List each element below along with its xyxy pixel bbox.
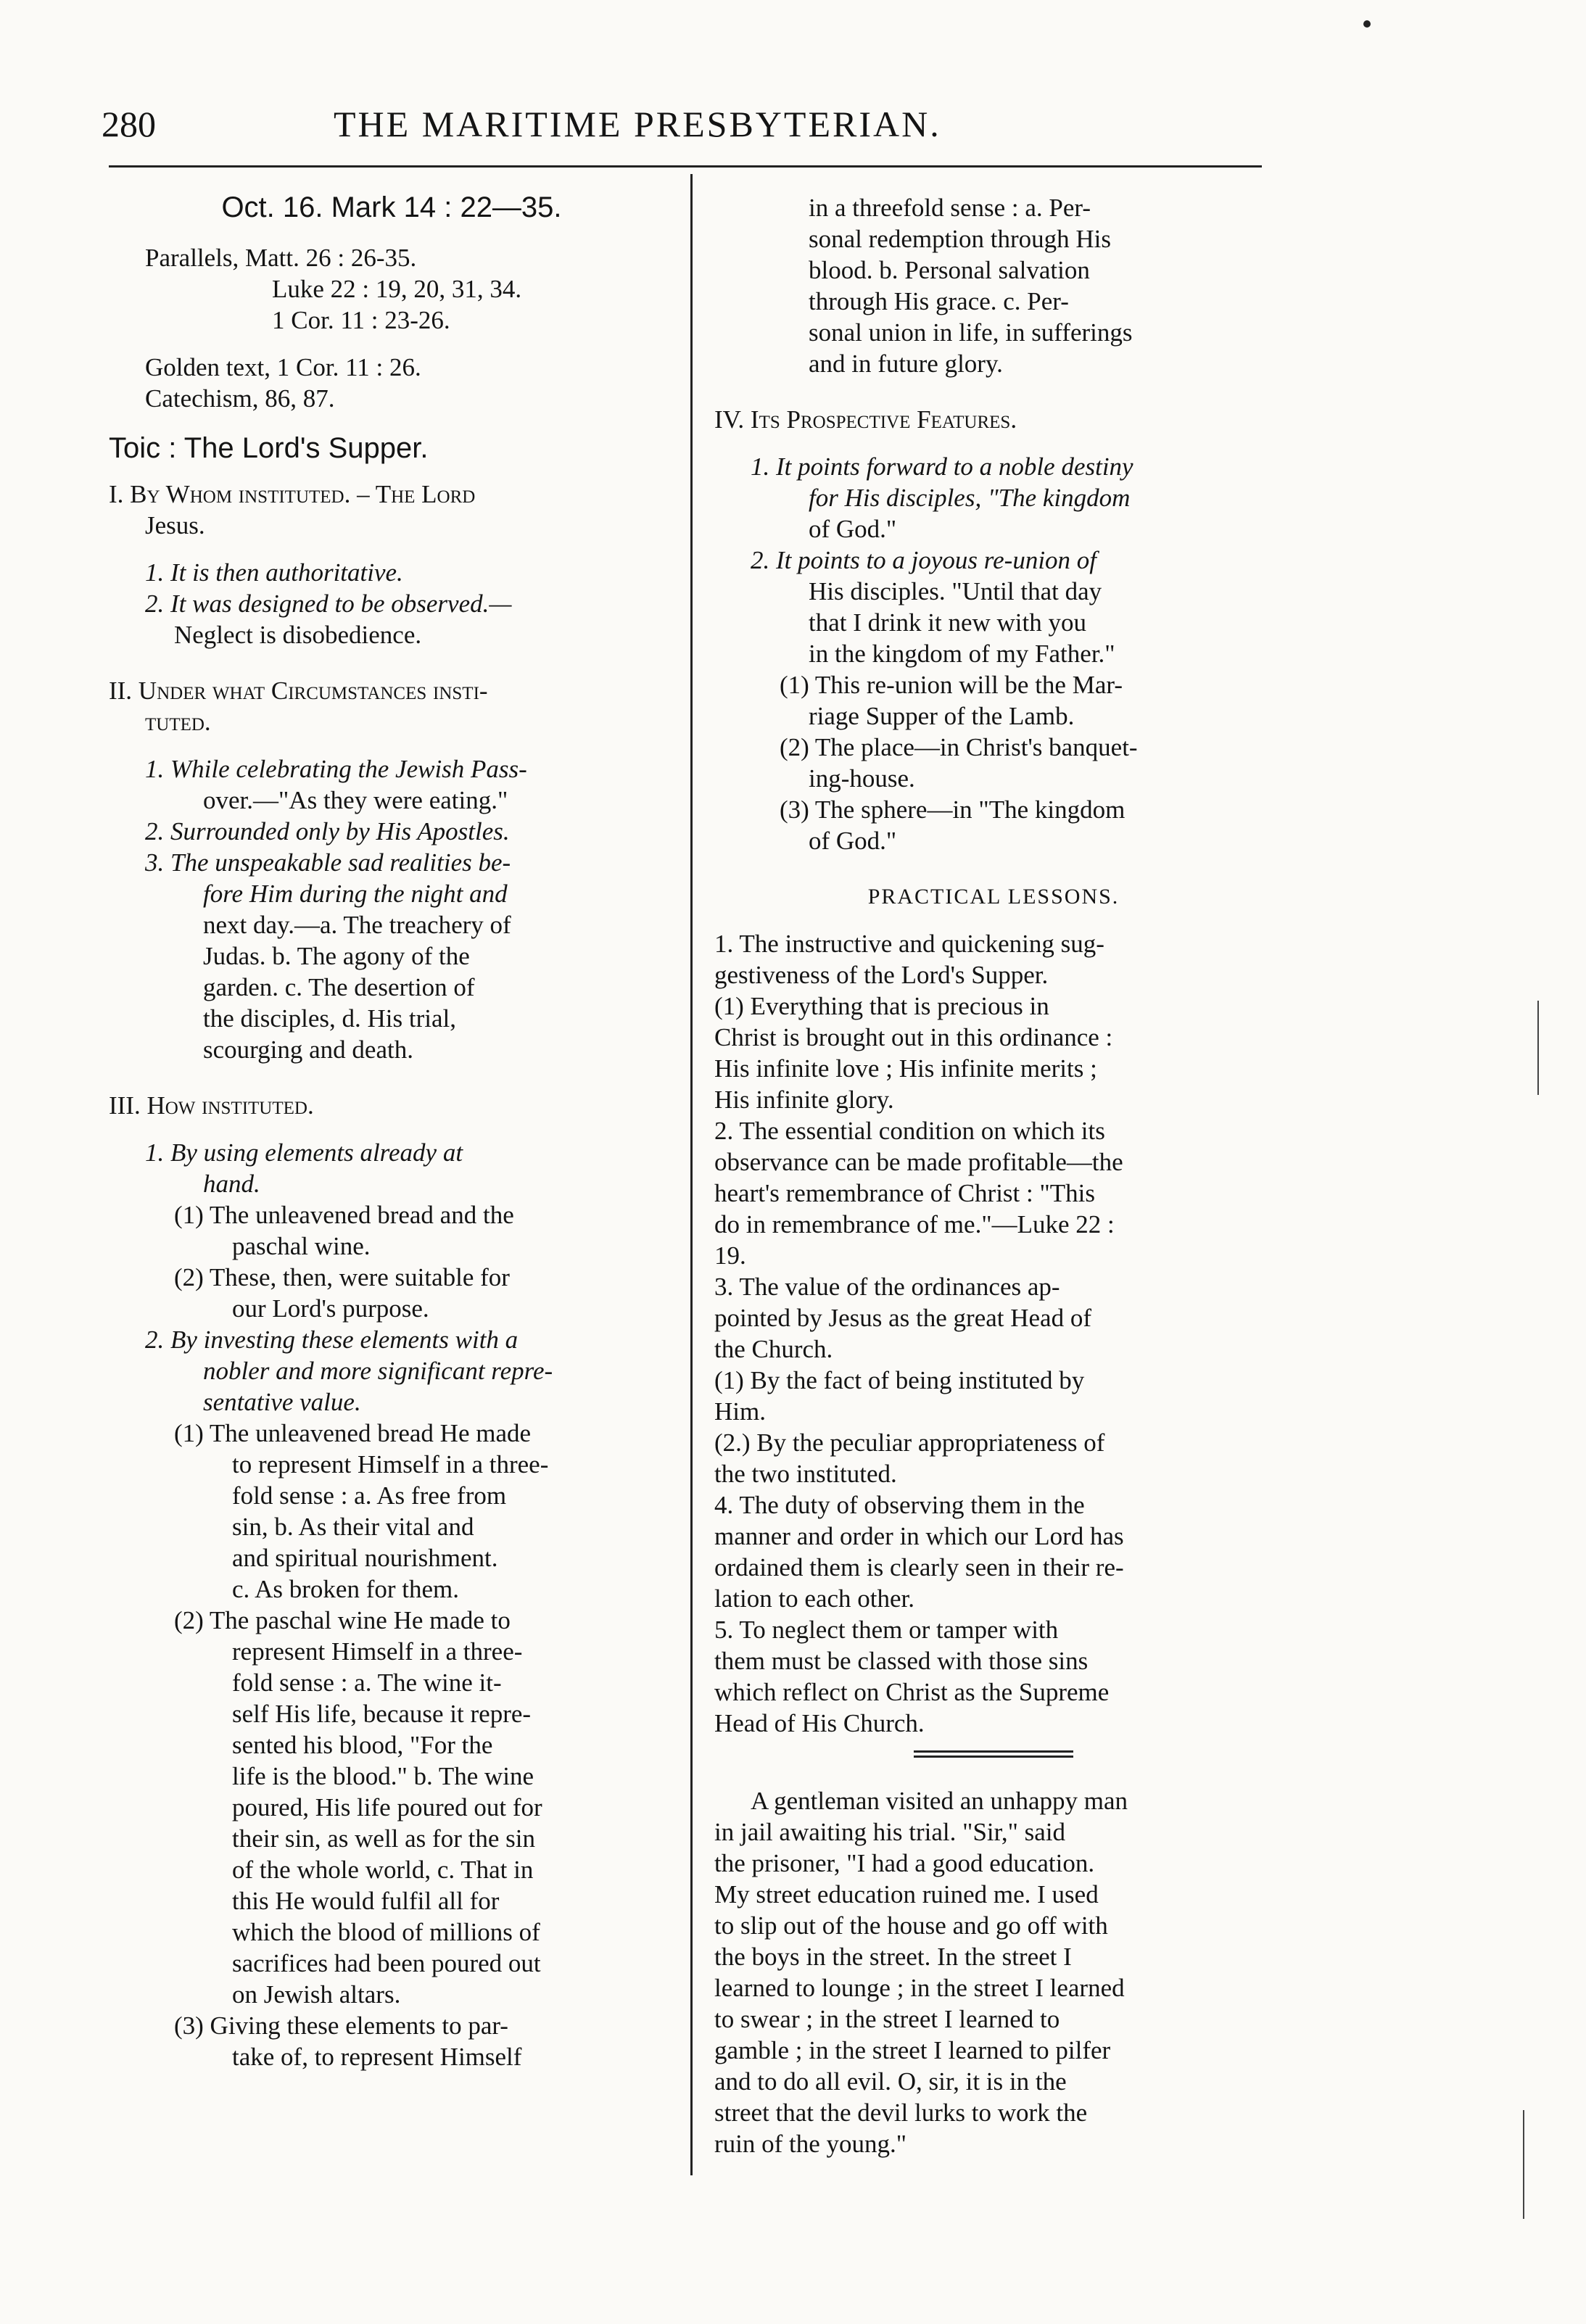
outline-item: our Lord's purpose. xyxy=(232,1294,429,1323)
outline-item: take of, to represent Himself xyxy=(232,2043,522,2071)
outline-item: this He would fulfil all for xyxy=(232,1887,500,1915)
parallels-line: Luke 22 : 19, 20, 31, 34. xyxy=(272,275,522,303)
outline-item: 2. It points to a joyous re-union of xyxy=(751,546,1097,574)
outline-item: the disciples, d. His trial, xyxy=(203,1004,456,1033)
outline-item: on Jewish altars. xyxy=(232,1980,401,2009)
lesson-line: 4. The duty of observing them in the xyxy=(714,1491,1085,1519)
golden-text: Golden text, 1 Cor. 11 : 26. xyxy=(145,353,421,381)
catechism: Catechism, 86, 87. xyxy=(145,384,335,413)
outline-item: 1. It is then authoritative. xyxy=(145,558,403,587)
publication-title: THE MARITIME PRESBYTERIAN. xyxy=(334,104,941,144)
header-rule xyxy=(109,165,1262,168)
outline-item: Judas. b. The agony of the xyxy=(203,942,470,970)
anecdote-line: to slip out of the house and go off with xyxy=(714,1911,1108,1940)
outline-item: (3) Giving these elements to par- xyxy=(174,2011,508,2040)
lesson-line: pointed by Jesus as the great Head of xyxy=(714,1304,1091,1332)
outline-item: and in future glory. xyxy=(809,350,1003,378)
outline-item: sented his blood, "For the xyxy=(232,1731,493,1759)
outline-item: sonal redemption through His xyxy=(809,225,1112,253)
anecdote-line: the boys in the street. In the street I xyxy=(714,1943,1072,1971)
page-number: 280 xyxy=(102,104,156,144)
anecdote-line: in jail awaiting his trial. "Sir," said xyxy=(714,1818,1066,1846)
outline-item: 1. While celebrating the Jewish Pass- xyxy=(145,755,527,783)
lesson-line: which reflect on Christ as the Supreme xyxy=(714,1678,1110,1706)
practical-lessons-heading: PRACTICAL LESSONS. xyxy=(867,885,1120,909)
ink-spot xyxy=(1363,20,1371,28)
outline-item: c. As broken for them. xyxy=(232,1575,459,1603)
lesson-line: gestiveness of the Lord's Supper. xyxy=(714,961,1049,989)
outline-item: in a threefold sense : a. Per- xyxy=(809,194,1091,222)
outline-item: and spiritual nourishment. xyxy=(232,1544,498,1572)
outline-item: of the whole world, c. That in xyxy=(232,1856,534,1884)
outline-item: their sin, as well as for the sin xyxy=(232,1824,535,1853)
parallels-line: 1 Cor. 11 : 23-26. xyxy=(272,306,450,334)
lesson-line: them must be classed with those sins xyxy=(714,1647,1089,1675)
margin-mark xyxy=(1537,1001,1539,1095)
outline-item: 3. The unspeakable sad realities be- xyxy=(145,848,511,877)
anecdote-line: learned to lounge ; in the street I learned xyxy=(714,1974,1125,2002)
lesson-line: 19. xyxy=(714,1241,746,1270)
outline-item: (2) These, then, were suitable for xyxy=(174,1263,510,1291)
outline-item: (1) The unleavened bread He made xyxy=(174,1419,532,1447)
lesson-line: Christ is brought out in this ordinance : xyxy=(714,1023,1113,1051)
outline-item: fold sense : a. As free from xyxy=(232,1481,507,1510)
lesson-line: His infinite glory. xyxy=(714,1086,894,1114)
section-heading: tuted. xyxy=(145,708,211,736)
lesson-line: heart's remembrance of Christ : "This xyxy=(714,1179,1096,1207)
section-heading: IV. Its Prospective Features. xyxy=(714,405,1017,434)
outline-item: 2. By investing these elements with a xyxy=(145,1326,519,1354)
outline-item: next day.—a. The treachery of xyxy=(203,911,511,939)
outline-item: sonal union in life, in sufferings xyxy=(809,318,1133,347)
lesson-topic: Toic : The Lord's Supper. xyxy=(109,432,429,464)
section-heading: II. Under what Circumstances insti- xyxy=(109,677,488,705)
outline-item: of God." xyxy=(809,515,897,543)
outline-item: (3) The sphere—in "The kingdom xyxy=(780,795,1126,824)
outline-item: 2. Surrounded only by His Apostles. xyxy=(145,817,510,845)
lesson-line: do in remembrance of me."—Luke 22 : xyxy=(714,1210,1115,1238)
lesson-line: manner and order in which our Lord has xyxy=(714,1522,1124,1550)
outline-item: fore Him during the night and xyxy=(203,880,508,908)
left-column xyxy=(109,192,674,2072)
outline-item: (2) The place—in Christ's banquet- xyxy=(780,733,1138,761)
outline-item: paschal wine. xyxy=(232,1232,371,1260)
lesson-line: 5. To neglect them or tamper with xyxy=(714,1616,1059,1644)
outline-item: represent Himself in a three- xyxy=(232,1637,523,1666)
outline-item: (1) The unleavened bread and the xyxy=(174,1201,514,1229)
lesson-line: the two instituted. xyxy=(714,1460,897,1488)
outline-item: riage Supper of the Lamb. xyxy=(809,702,1075,730)
section-heading: Jesus. xyxy=(145,511,205,539)
outline-item: sacrifices had been poured out xyxy=(232,1949,541,1977)
outline-item: 1. By using elements already at xyxy=(145,1138,463,1167)
outline-item: in the kingdom of my Father." xyxy=(809,640,1115,668)
page-header xyxy=(102,94,1276,160)
lesson-line: (1) By the fact of being instituted by xyxy=(714,1366,1085,1394)
lesson-line: lation to each other. xyxy=(714,1584,915,1613)
anecdote-line: My street education ruined me. I used xyxy=(714,1880,1099,1909)
lesson-line: 1. The instructive and quickening sug- xyxy=(714,930,1104,958)
outline-item: blood. b. Personal salvation xyxy=(809,256,1090,284)
outline-item: His disciples. "Until that day xyxy=(809,577,1102,605)
outline-item: over.—"As they were eating." xyxy=(203,786,508,814)
anecdote-line: ruin of the young." xyxy=(714,2130,907,2158)
outline-item: to represent Himself in a three- xyxy=(232,1450,549,1479)
outline-item: garden. c. The desertion of xyxy=(203,973,475,1001)
section-heading: III. How instituted. xyxy=(109,1091,314,1120)
right-column xyxy=(714,192,1273,2159)
outline-item: (2) The paschal wine He made to xyxy=(174,1606,511,1634)
outline-item: that I drink it new with you xyxy=(809,608,1087,637)
anecdote-line: to swear ; in the street I learned to xyxy=(714,2005,1060,2033)
outline-item: 1. It points forward to a noble destiny xyxy=(751,452,1133,481)
lesson-line: 2. The essential condition on which its xyxy=(714,1117,1105,1145)
lesson-line: Him. xyxy=(714,1397,766,1426)
outline-item: for His disciples, "The kingdom xyxy=(809,484,1131,512)
anecdote-line: street that the devil lurks to work the xyxy=(714,2098,1088,2127)
margin-mark xyxy=(1523,2110,1524,2219)
outline-item: scourging and death. xyxy=(203,1035,413,1064)
outline-item: ing-house. xyxy=(809,764,915,793)
anecdote-line: A gentleman visited an unhappy man xyxy=(751,1787,1128,1815)
outline-item: which the blood of millions of xyxy=(232,1918,540,1946)
lesson-line: His infinite love ; His infinite merits ; xyxy=(714,1054,1097,1083)
lesson-line: (1) Everything that is precious in xyxy=(714,992,1049,1020)
lesson-line: Head of His Church. xyxy=(714,1709,925,1737)
outline-item: Neglect is disobedience. xyxy=(174,621,422,649)
lesson-line: (2.) By the peculiar appropriateness of xyxy=(714,1428,1105,1457)
section-divider xyxy=(914,1750,1073,1758)
outline-item: through His grace. c. Per- xyxy=(809,287,1069,315)
parallels-line: Parallels, Matt. 26 : 26-35. xyxy=(145,244,417,272)
outline-item: (1) This re-union will be the Mar- xyxy=(780,671,1123,699)
section-heading: I. By Whom instituted. – The Lord xyxy=(109,480,476,508)
lesson-line: 3. The value of the ordinances ap- xyxy=(714,1273,1060,1301)
lesson-line: ordained them is clearly seen in their re- xyxy=(714,1553,1124,1581)
anecdote-line: and to do all evil. O, sir, it is in the xyxy=(714,2067,1067,2096)
lesson-line: observance can be made profitable—the xyxy=(714,1148,1123,1176)
outline-item: sentative value. xyxy=(203,1388,361,1416)
outline-item: nobler and more significant repre- xyxy=(203,1357,553,1385)
outline-item: hand. xyxy=(203,1170,260,1198)
column-divider xyxy=(690,174,693,2175)
outline-item: of God." xyxy=(809,827,897,855)
outline-item: 2. It was designed to be observed.— xyxy=(145,590,512,618)
outline-item: life is the blood." b. The wine xyxy=(232,1762,534,1790)
outline-item: self His life, because it repre- xyxy=(232,1700,532,1728)
lesson-heading: Oct. 16. Mark 14 : 22—35. xyxy=(221,191,562,223)
outline-item: poured, His life poured out for xyxy=(232,1793,542,1821)
anecdote-line: the prisoner, "I had a good education. xyxy=(714,1849,1095,1877)
anecdote-line: gamble ; in the street I learned to pilfer xyxy=(714,2036,1111,2064)
outline-item: sin, b. As their vital and xyxy=(232,1513,474,1541)
lesson-line: the Church. xyxy=(714,1335,833,1363)
outline-item: fold sense : a. The wine it- xyxy=(232,1668,502,1697)
